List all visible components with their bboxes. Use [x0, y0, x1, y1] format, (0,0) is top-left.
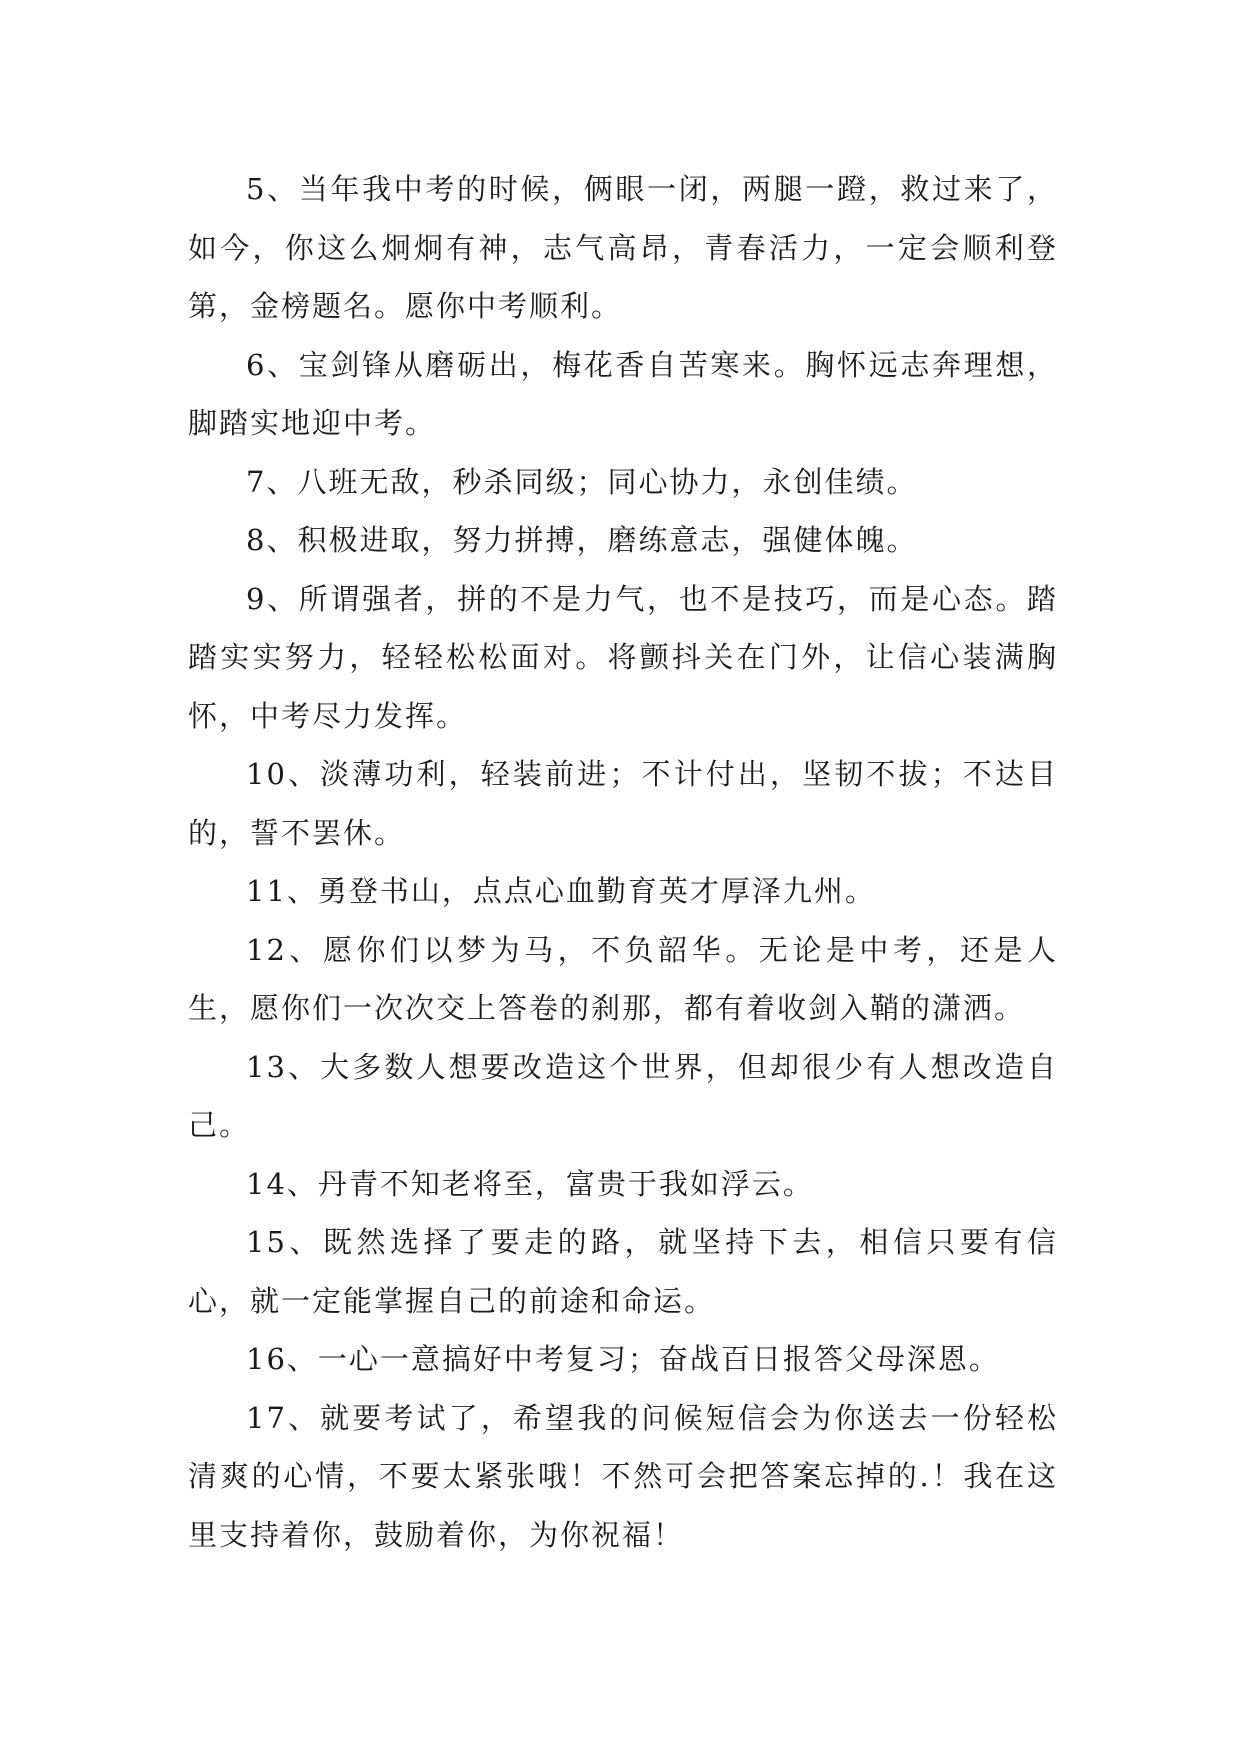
- paragraph-11: 11、勇登书山，点点心血勤育英才厚泽九州。: [246, 874, 876, 908]
- paragraph-14: 14、丹青不知老将至，富贵于我如浮云。: [246, 1166, 814, 1201]
- paragraph-16: 16、一心一意搞好中考复习；奋战百日报答父母深恩。: [246, 1342, 1000, 1376]
- document-body: [188, 160, 1058, 1564]
- paragraph-7: 7、八班无敌，秒杀同级；同心协力，永创佳绩。: [246, 464, 918, 499]
- paragraph-17: 17、就要考试了，希望我的问候短信会为你送去一份轻松清爽的心情，不要太紧张哦！不然可会把答案忘掉的.！我在这里支持着你，鼓励着你，为你祝福！: [188, 1400, 1058, 1552]
- paragraph-8: 8、积极进取，努力拼搏，磨练意志，强健体魄。: [246, 523, 918, 557]
- paragraph-10: 10、淡薄功利，轻装前进；不计付出，坚韧不拔；不达目的，誓不罢休。: [188, 757, 1058, 850]
- paragraph-15: 15、既然选择了要走的路，就坚持下去，相信只要有信心，就一定能掌握自己的前途和命运。: [188, 1225, 1058, 1318]
- paragraph-5: 5、当年我中考的时候，俩眼一闭，两腿一蹬，救过来了，如今，你这么炯炯有神，志气高昂，青春活力，一定会顺利登第，金榜题名。愿你中考顺利。: [188, 172, 1058, 323]
- paragraph-9: 9、所谓强者，拼的不是力气，也不是技巧，而是心态。踏踏实实努力，轻轻松松面对。将颤抖关在门外，让信心装满胸怀，中考尽力发挥。: [188, 581, 1058, 733]
- paragraph-13: 13、大多数人想要改造这个世界，但却很少有人想改造自己。: [188, 1049, 1058, 1142]
- paragraph-6: 6、宝剑锋从磨砺出，梅花香自苦寒来。胸怀远志奔理想，脚踏实地迎中考。: [188, 347, 1058, 440]
- paragraph-12: 12、愿你们以梦为马，不负韶华。无论是中考，还是人生，愿你们一次次交上答卷的刹那，都有着收剑入鞘的潇洒。: [188, 932, 1058, 1025]
